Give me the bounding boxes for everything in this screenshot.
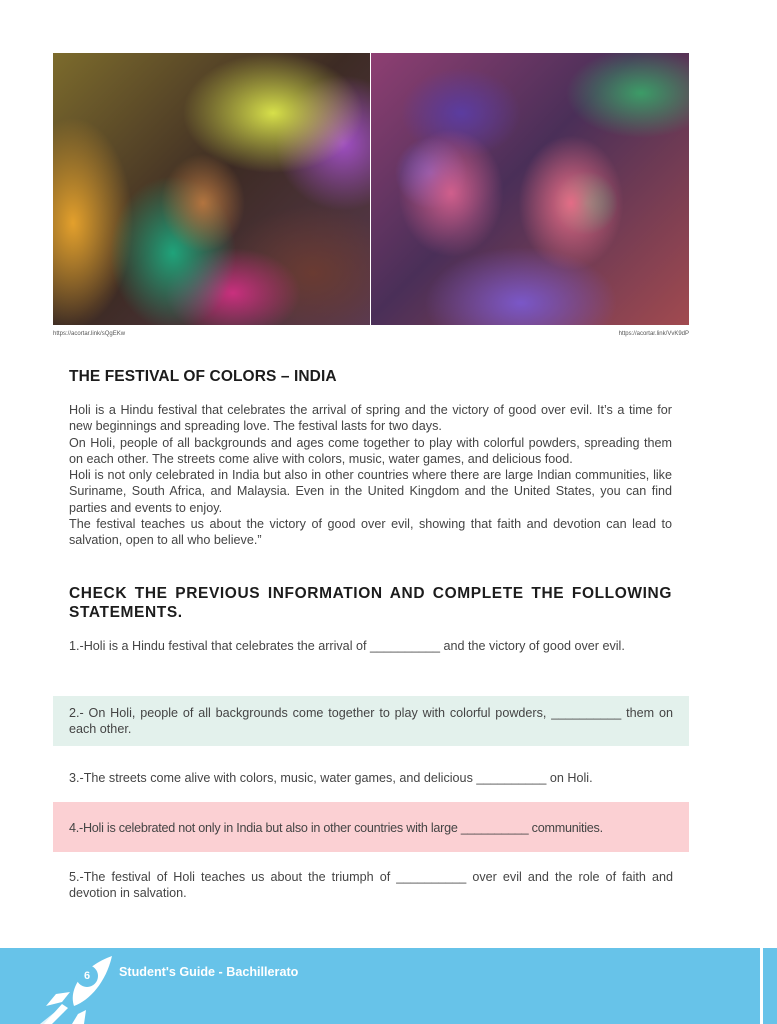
article-title: THE FESTIVAL OF COLORS – INDIA: [69, 368, 337, 385]
article-body: [69, 402, 672, 549]
page-number: 6: [83, 970, 91, 982]
statement-3: 3.-The streets come alive with colors, music, water games, and delicious __________ on Holi.: [69, 771, 593, 785]
article-paragraph: The festival teaches us about the victory of good over evil, showing that faith and devotion can lead to salvation, open to all who believe.”: [69, 517, 672, 548]
image-credit-left[interactable]: https://acortar.link/sQgEKw: [53, 331, 126, 337]
statement-5: 5.-The festival of Holi teaches us about the triumph of __________ over evil and the role of faith and devotion in salvation.: [69, 870, 673, 901]
statement-2: 2.- On Holi, people of all backgrounds come together to play with colorful powders, __________ them on each other.: [53, 696, 689, 746]
statement-4: 4.-Holi is celebrated not only in India but also in other countries with large __________ communities.: [53, 802, 689, 852]
footer-edge-strip: [763, 948, 777, 1024]
rocket-icon: [34, 948, 124, 1024]
holi-couple-photo: [371, 53, 689, 325]
exercise-title: CHECK THE PREVIOUS INFORMATION AND COMPLETE THE FOLLOWING STATEMENTS.: [69, 585, 672, 621]
article-paragraph: Holi is a Hindu festival that celebrates the arrival of spring and the victory of good over evil. It’s a time for new beginnings and spreading love. The festival lasts for two days.: [69, 403, 672, 434]
article-paragraph: Holi is not only celebrated in India but also in other countries where there are large Indian communities, like Suriname, South Africa, and Malaysia. Even in the United Kingdom and the United States, you can find parties and events to enjoy.: [69, 468, 672, 515]
photo-strip: [53, 53, 689, 325]
holi-woman-photo: [53, 53, 370, 325]
statement-1: 1.-Holi is a Hindu festival that celebrates the arrival of __________ and the victory of good over evil.: [69, 639, 625, 653]
article-paragraph: On Holi, people of all backgrounds and ages come together to play with colorful powders, spreading them on each other. The streets come alive with colors, music, water games, and delicious food.: [69, 435, 672, 466]
image-credit-right[interactable]: https://acortar.link/VvK9dP: [618, 331, 689, 337]
footer-title: Student's Guide - Bachillerato: [119, 965, 299, 979]
